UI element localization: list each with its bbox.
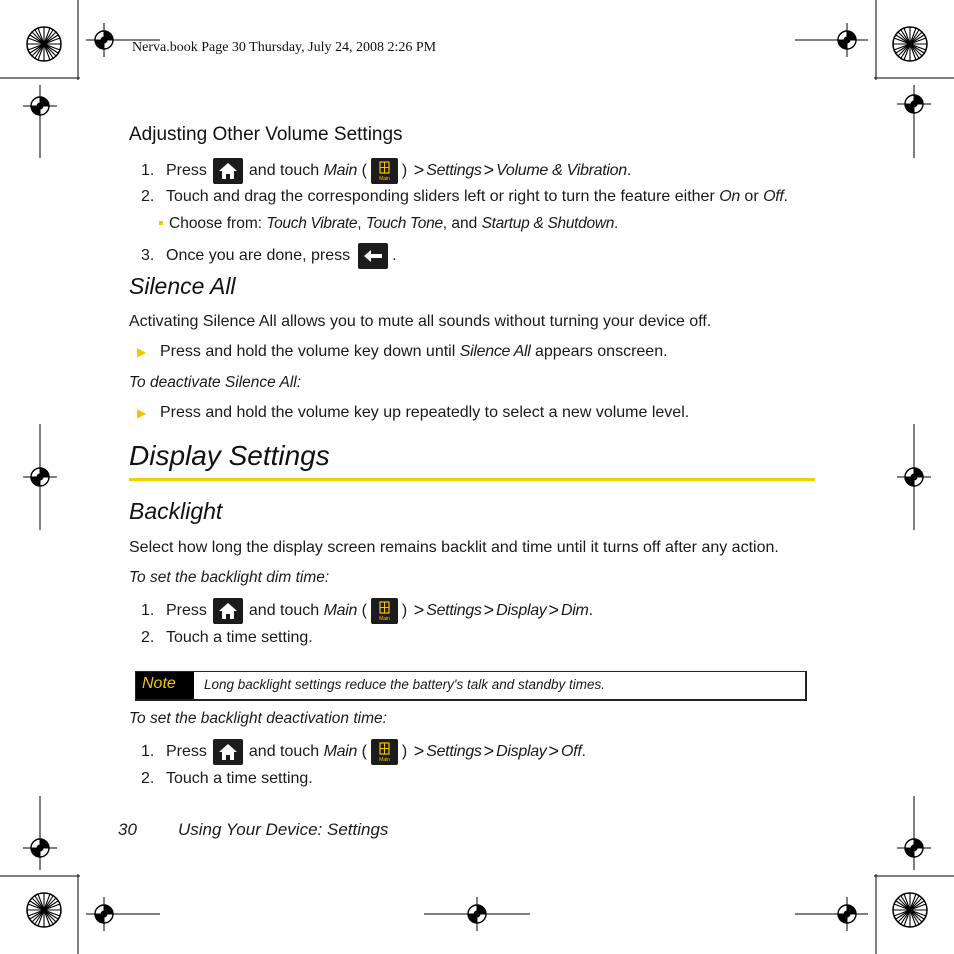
paren-open: ( [361, 743, 367, 760]
step-number: 1. [141, 743, 155, 760]
step-number: 1. [141, 162, 155, 179]
main-label: Main [323, 162, 358, 179]
volume-step-1 [141, 158, 631, 184]
step-text: Touch a time setting. [166, 629, 313, 646]
path-off: Off [561, 743, 582, 760]
footer-section-title: Using Your Device: Settings [178, 820, 389, 839]
bullet-lead: Choose from: [169, 215, 263, 232]
step-text: Once you are done, press [166, 247, 351, 264]
breadcrumb-separator: > [413, 599, 425, 620]
breadcrumb-separator: > [483, 599, 495, 620]
back-key-icon [358, 243, 388, 269]
paren-open: ( [361, 602, 367, 619]
section-heading-display-settings: Display Settings [129, 440, 330, 471]
section-heading-backlight: Backlight [129, 498, 223, 524]
page-number: 30 [118, 820, 137, 839]
and-touch-label: and touch [248, 743, 320, 760]
silence-bullet-1 [129, 343, 668, 361]
option-touch-tone: Touch Tone [365, 215, 443, 232]
path-display: Display [496, 743, 547, 760]
silence-intro: Activating Silence All allows you to mute all sounds without turning your device off. [129, 313, 712, 330]
period: . [626, 162, 632, 179]
paren-close: ) [401, 602, 408, 619]
main-menu-icon [371, 598, 398, 624]
home-key-icon [213, 739, 243, 765]
bullet-text: Press and hold the volume key down until [160, 343, 456, 360]
file-stamp: Nerva.book Page 30 Thursday, July 24, 2008 2:26 PM [132, 40, 437, 55]
dim-step-1 [141, 598, 593, 624]
path-dim: Dim [561, 602, 589, 619]
option-on: On [719, 188, 740, 205]
bullet-triangle-icon: ▶ [137, 406, 147, 420]
note-label: Note [136, 672, 194, 699]
main-icon-caption: Main [378, 757, 390, 763]
silence-all-label: Silence All [459, 343, 531, 360]
backlight-intro: Select how long the display screen remains backlit and time until it turns off after any action. [129, 539, 779, 556]
subhead-deactivate-silence: To deactivate Silence All: [129, 374, 302, 391]
option-startup-shutdown: Startup & Shutdown [481, 215, 615, 232]
note-text: Long backlight settings reduce the battery's talk and standby times. [204, 677, 606, 692]
path-display: Display [496, 602, 547, 619]
step-number: 2. [141, 629, 155, 646]
breadcrumb-separator: > [483, 159, 495, 180]
main-icon-caption: Main [378, 616, 390, 622]
main-label: Main [323, 743, 358, 760]
period: . [392, 247, 397, 264]
option-touch-vibrate: Touch Vibrate [266, 215, 358, 232]
period: . [581, 743, 586, 760]
volume-step-3 [141, 243, 397, 269]
bullet-text: Press and hold the volume key up repeatedly to select a new volume level. [160, 404, 690, 421]
off-step-1 [141, 739, 586, 765]
breadcrumb-separator: > [483, 740, 495, 761]
bullet-triangle-icon: ▶ [137, 345, 147, 359]
step-text: Touch and drag the corresponding sliders left or right to turn the feature either [166, 188, 715, 205]
section-heading-silence-all: Silence All [129, 273, 236, 299]
breadcrumb-separator: > [548, 740, 560, 761]
breadcrumb-separator: > [548, 599, 560, 620]
period: . [614, 215, 619, 232]
dim-step-2 [141, 629, 313, 647]
step-number: 2. [141, 770, 155, 787]
period: . [588, 602, 594, 619]
main-icon-caption: Main [378, 176, 390, 182]
main-label: Main [323, 602, 358, 619]
press-label: Press [166, 743, 207, 760]
step-number: 3. [141, 247, 155, 264]
subhead-deactivation-time: To set the backlight deactivation time: [129, 710, 387, 727]
period: . [783, 188, 788, 205]
step-number: 2. [141, 188, 155, 205]
subhead-dim-time: To set the backlight dim time: [129, 569, 330, 586]
volume-options-bullet [159, 215, 618, 233]
and-label: , and [442, 215, 478, 232]
home-key-icon [213, 598, 243, 624]
off-step-2 [141, 770, 313, 788]
heading-rule [129, 478, 815, 481]
breadcrumb-separator: > [413, 159, 425, 180]
home-key-icon [213, 158, 243, 184]
main-menu-icon [371, 739, 398, 765]
and-touch-label: and touch [248, 602, 320, 619]
path-volume-vibration: Volume & Vibration [496, 162, 627, 179]
step-text: Touch a time setting. [166, 770, 313, 787]
volume-step-2 [141, 188, 788, 206]
paren-open: ( [361, 162, 367, 179]
section-heading-volume: Adjusting Other Volume Settings [129, 124, 403, 145]
paren-close: ) [401, 162, 408, 179]
press-label: Press [166, 162, 207, 179]
path-settings: Settings [426, 162, 482, 179]
path-settings: Settings [426, 602, 482, 619]
bullet-text-end: appears onscreen. [535, 343, 668, 360]
silence-bullet-2 [129, 404, 689, 422]
and-touch-label: and touch [248, 162, 320, 179]
press-label: Press [166, 602, 207, 619]
option-off: Off [763, 188, 784, 205]
step-number: 1. [141, 602, 155, 619]
note-box [135, 671, 807, 701]
bullet-square [159, 221, 163, 225]
paren-close: ) [401, 743, 408, 760]
main-menu-icon [371, 158, 398, 184]
comma: , [357, 215, 362, 232]
breadcrumb-separator: > [413, 740, 425, 761]
or-label: or [744, 188, 759, 205]
path-settings: Settings [426, 743, 482, 760]
